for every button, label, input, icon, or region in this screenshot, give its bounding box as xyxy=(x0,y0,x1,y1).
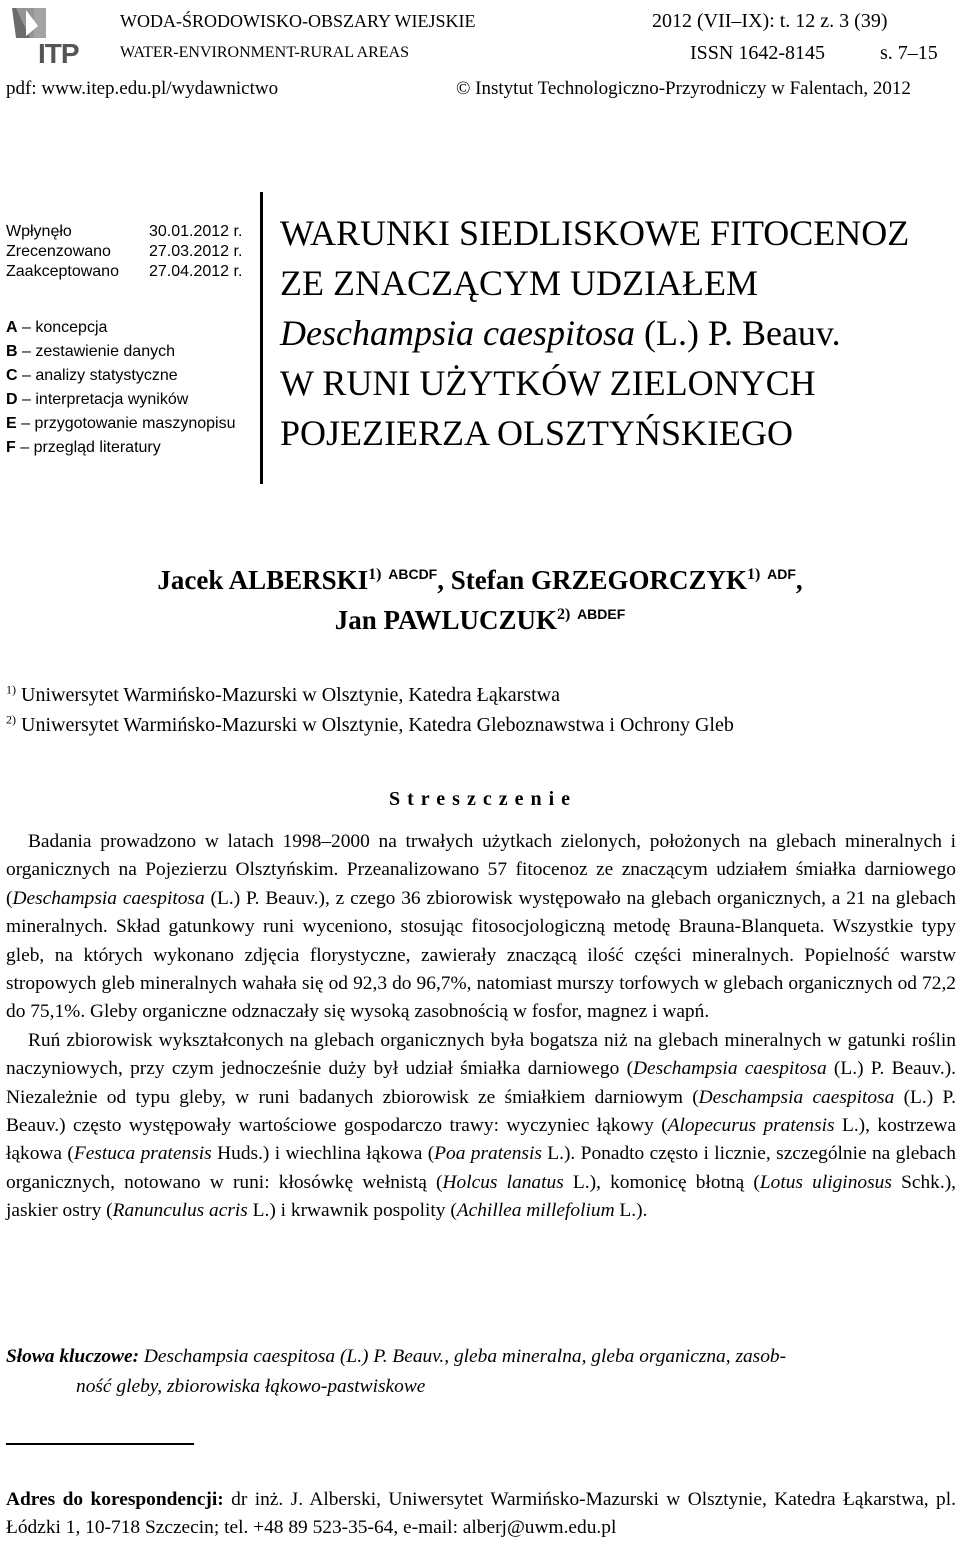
title-line-3: Deschampsia caespitosa (L.) P. Beauv. xyxy=(280,313,841,353)
contribution-legend xyxy=(6,316,256,460)
authors-line-2: Jan PAWLUCZUK$^{2)}$ $^{ABDEF}$ xyxy=(334,605,626,635)
keywords-label: Słowa kluczowe: xyxy=(6,1346,140,1367)
article-title xyxy=(280,208,956,458)
abstract-body xyxy=(6,828,956,1226)
title-line-2: ZE ZNACZĄCYM UDZIAŁEM xyxy=(280,263,758,303)
affiliations xyxy=(6,680,956,740)
footnote-rule xyxy=(6,1443,194,1445)
authors xyxy=(0,560,960,640)
keywords-line-2: ność gleby, zbiorowiska łąkowo-pastwiskowe xyxy=(76,1376,426,1397)
affiliation-2: $^{2)}$ Uniwersytet Warmińsko-Mazurski w Olsztynie, Katedra Gleboznawstwa i Ochrony Gleb xyxy=(6,712,734,736)
contribution-item: A – koncepcja xyxy=(6,319,108,336)
author-name: Stefan GRZEGORCZYK xyxy=(450,565,748,595)
contribution-item: E – przygotowanie maszynopisu xyxy=(6,415,236,432)
itp-logo-text: ITP xyxy=(38,38,79,69)
abstract-paragraph-1: Badania prowadzono w latach 1998–2000 na trwałych użytkach zielonych, położonych na glebach mineralnych i organicznych na Pojezierzu Olsztyńskim. Przeanalizowano 57 fitocenoz ze znaczącym udziałem śmiałka darniowego (Deschampsia caespitosa (L.) P. Beauv.), z czego 36 zbiorowisk występowało na glebach organicznych, a 21 na glebach mineralnych. Skład gatunkowy runi wyceniono, stosując fitosocjologiczną metodę Brauna-Blanqueta. Wszystkie typy gleb, na których wykonano zdjęcia florystyczne, zawierały znaczącą ilość części mineralnych. Popielność warstw stropowych gleb mineralnych wahała się od 92,3 do 96,7%, natomiast murszy torfowych w glebach organicznych od 72,2 do 75,1%. Gleby organiczne odznaczały się wysoką zasobnością w fosfor, magnez i wapń. xyxy=(6,831,956,1023)
date-reviewed: Zrecenzowano 27.03.2012 r. xyxy=(6,243,243,260)
title-line-4: W RUNI UŻYTKÓW ZIELONYCH xyxy=(280,363,816,403)
contribution-item: F – przegląd literatury xyxy=(6,439,161,456)
journal-title-pl: WODA-ŚRODOWISKO-OBSZARY WIEJSKIE xyxy=(120,11,476,31)
affiliation-1: $^{1)}$ Uniwersytet Warmińsko-Mazurski w Olsztynie, Katedra Łąkarstwa xyxy=(6,682,560,706)
page-range: s. 7–15 xyxy=(880,42,938,64)
keywords xyxy=(6,1342,956,1402)
title-line-1: WARUNKI SIEDLISKOWE FITOCENOZ xyxy=(280,213,910,253)
issue-info: 2012 (VII–IX): t. 12 z. 3 (39) xyxy=(652,10,888,32)
contribution-item: C – analizy statystyczne xyxy=(6,367,178,384)
authors-line-1: Jacek ALBERSKI$^{1)}$ $^{ABCDF}$, Stefan GRZEGORCZYK$^{1)}$ $^{ADF}$, xyxy=(157,565,803,595)
abstract-paragraph-2: Ruń zbiorowisk wykształconych na glebach organicznych była bogatsza niż na glebach mineralnych w gatunki roślin naczyniowych, przy czym jednocześnie duży był udział śmiałka darniowego (Deschampsia caespitosa (L.) P. Beauv.). Niezależnie od typu gleby, w runi badanych zbiorowisk ze śmiałkiem darniowym (Deschampsia caespitosa (L.) P. Beauv.) często występowały wartościowe gospodarczo trawy: wyczyniec łąkowy (Alopecurus pratensis L.), kostrzewa łąkowa (Festuca pratensis Huds.) i wiechlina łąkowa (Poa pratensis L.). Ponadto często i licznie, szczególnie na glebach organicznych, notowano w runi: kłosówkę wełnistą (Holcus lanatus L.), komonicę błotną (Lotus uliginosus Schk.), jaskier ostry (Ranunculus acris L.) i krwawnik pospolity (Achillea millefolium L.). xyxy=(6,1029,957,1222)
journal-title-en: WATER-ENVIRONMENT-RURAL AREAS xyxy=(120,44,410,61)
vertical-divider xyxy=(260,192,263,484)
correspondence-label: Adres do korespondencji: xyxy=(6,1489,224,1510)
correspondence: Adres do korespondencji: dr inż. J. Alberski, Uniwersytet Warmińsko-Mazurski w Olsztynie, Katedra Łąkarstwa, pl. Łódzki 1, 10-718 Szczecin; tel. +48 89 523-35-64, e-mail: alberj@uwm.edu.pl xyxy=(6,1489,956,1538)
pdf-link[interactable]: pdf: www.itep.edu.pl/wydawnictwo xyxy=(6,78,279,99)
keywords-line-1: Słowa kluczowe: Deschampsia caespitosa (L.) P. Beauv., gleba mineralna, gleba organiczna, zasob- xyxy=(6,1346,787,1367)
author-name: Jan PAWLUCZUK xyxy=(334,605,557,635)
date-accepted: Zaakceptowano 27.04.2012 r. xyxy=(6,263,243,280)
itp-logo xyxy=(6,4,94,69)
abstract-heading: S t r e s z c z e n i e xyxy=(388,788,572,810)
issn: ISSN 1642-8145 xyxy=(690,42,826,64)
author-name: Jacek ALBERSKI xyxy=(157,565,369,595)
dates-block xyxy=(6,222,256,282)
date-received: Wpłynęło 30.01.2012 r. xyxy=(6,223,243,240)
title-species: Deschampsia caespitosa xyxy=(280,313,635,353)
contribution-item: D – interpretacja wyników xyxy=(6,391,189,408)
copyright: © Instytut Technologiczno-Przyrodniczy w Falentach, 2012 xyxy=(456,78,911,99)
contribution-item: B – zestawienie danych xyxy=(6,343,175,360)
title-line-5: POJEZIERZA OLSZTYŃSKIEGO xyxy=(280,413,793,453)
